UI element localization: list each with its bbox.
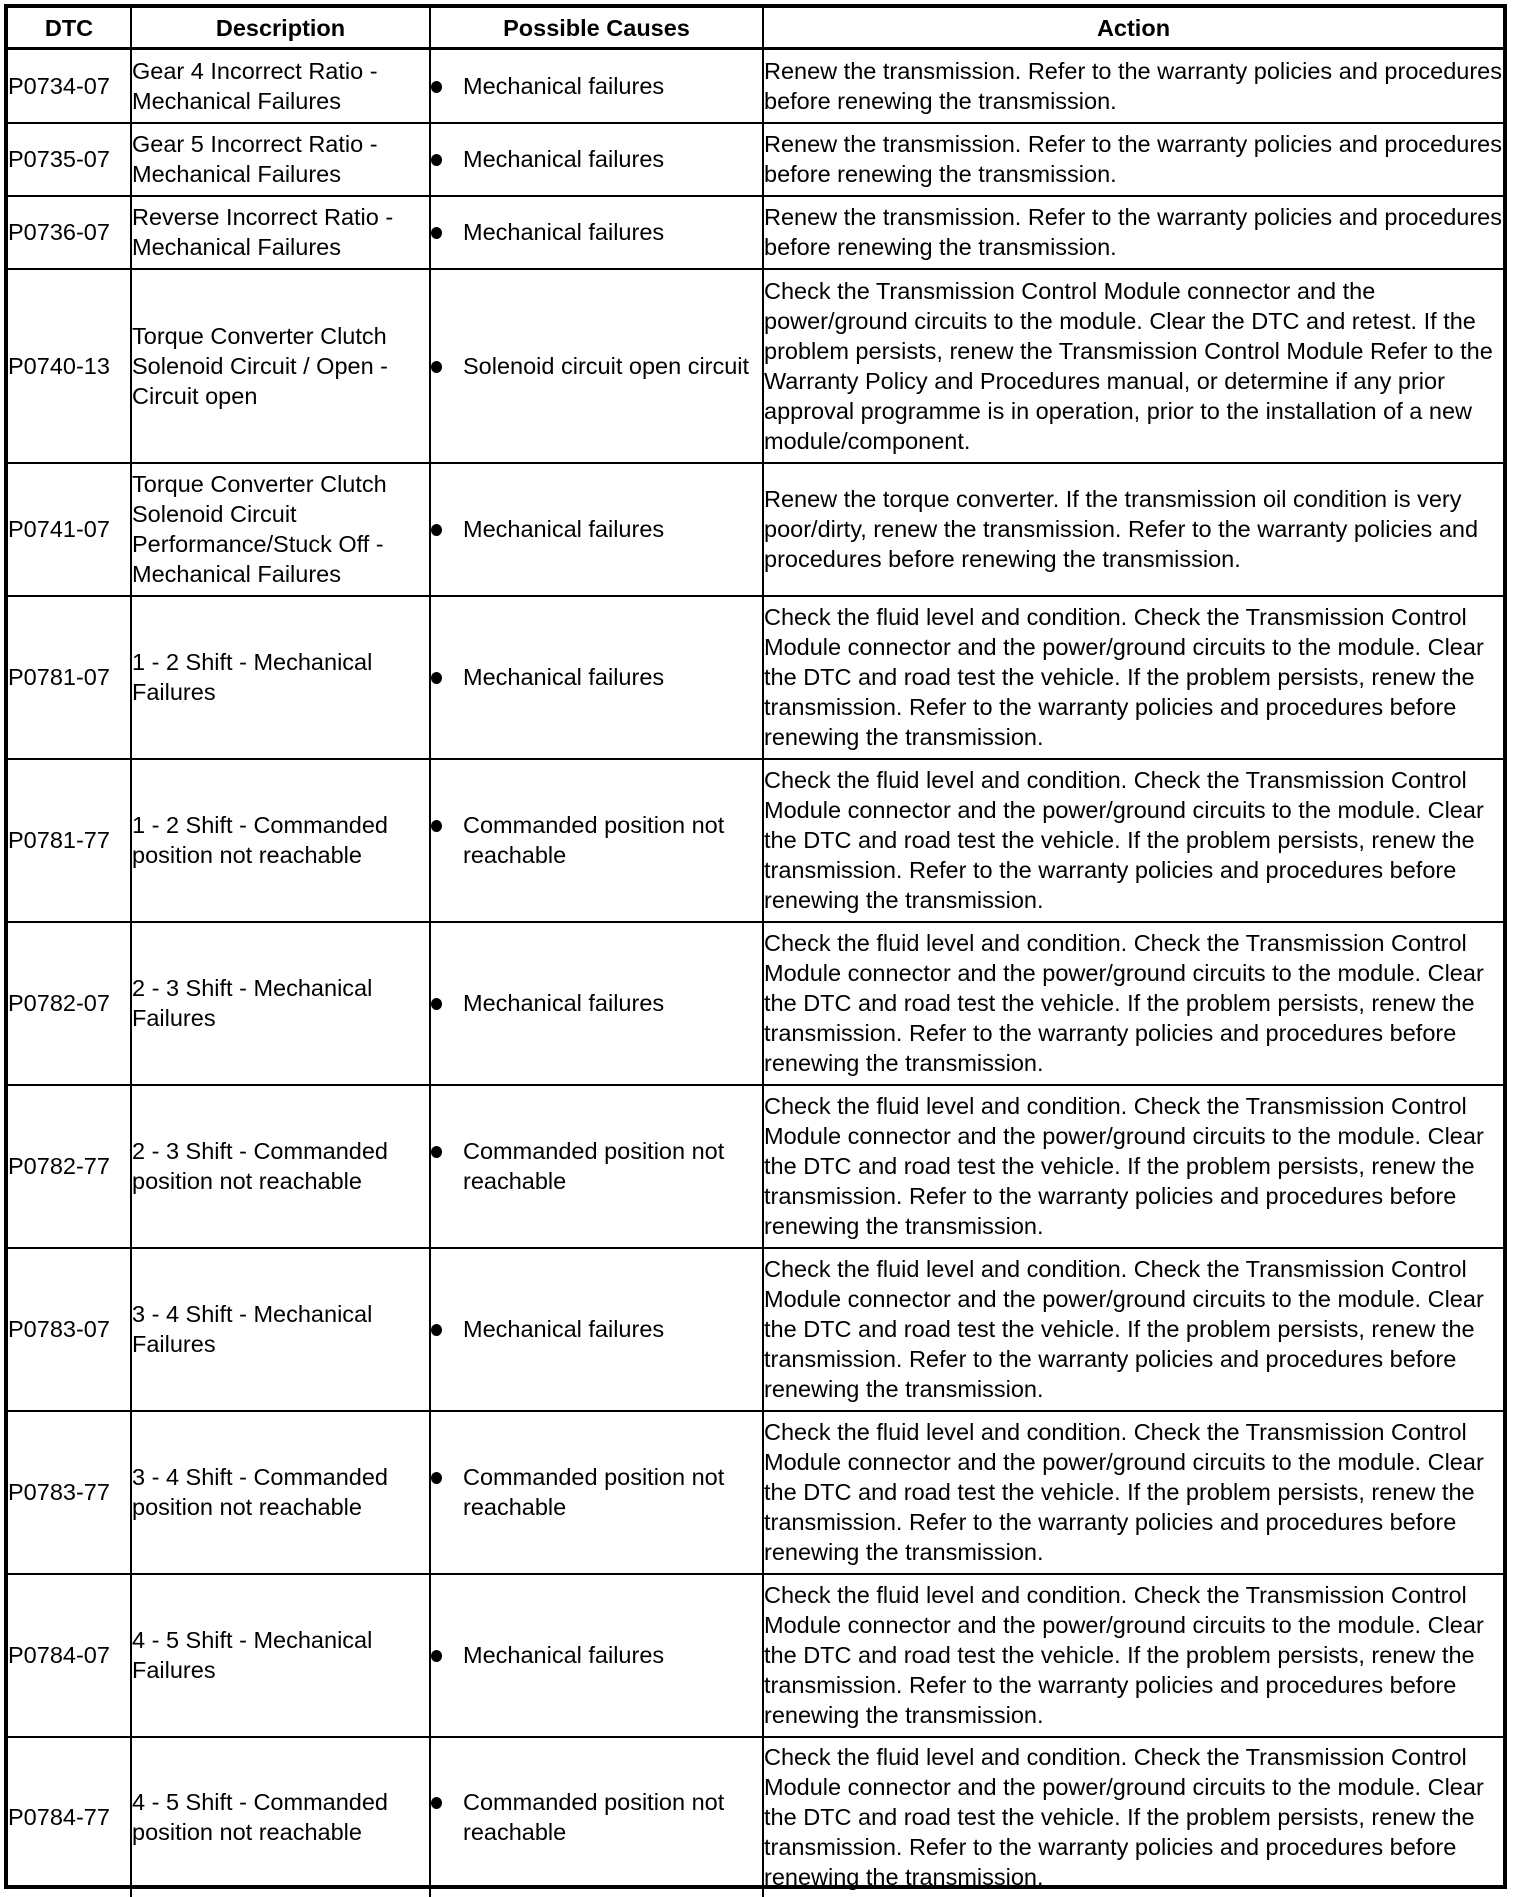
dtc-code: P0784-77 — [8, 1737, 131, 1897]
cause-list-item — [431, 1640, 762, 1670]
table-row — [8, 759, 1503, 922]
dtc-description: 4 - 5 Shift - Commanded position not reachable — [131, 1737, 430, 1897]
header-action: Action — [763, 8, 1503, 49]
dtc-code: P0735-07 — [8, 123, 131, 196]
bullet-icon — [431, 1146, 442, 1158]
dtc-code: P0740-13 — [8, 269, 131, 463]
bullet-icon — [431, 1650, 442, 1662]
action-text: Check the Transmission Control Module connector and the power/ground circuits to the module. Clear the DTC and retest. If the problem persists, renew the Transmission Control Module Refer to the Warranty Policy and Procedures manual, or determine if any prior approval programme is in operation, prior to the installation of a new module/component. — [763, 269, 1503, 463]
dtc-description: 1 - 2 Shift - Commanded position not reachable — [131, 759, 430, 922]
cause-list-item — [431, 144, 762, 174]
cause-text: Mechanical failures — [463, 1642, 665, 1668]
possible-cause — [430, 196, 763, 269]
table-row — [8, 269, 1503, 463]
action-text: Renew the transmission. Refer to the warranty policies and procedures before renewing the transmission. — [763, 49, 1503, 123]
dtc-code: P0741-07 — [8, 463, 131, 596]
bullet-icon — [431, 820, 442, 832]
bullet-icon — [431, 524, 442, 536]
cause-text: Mechanical failures — [463, 1316, 665, 1342]
cause-list-item — [431, 1136, 762, 1196]
possible-cause — [430, 1085, 763, 1248]
cause-list-item — [431, 988, 762, 1018]
dtc-code: P0782-07 — [8, 922, 131, 1085]
table-row — [8, 1248, 1503, 1411]
possible-cause — [430, 1574, 763, 1737]
table-row — [8, 463, 1503, 596]
table-row — [8, 1085, 1503, 1248]
possible-cause — [430, 49, 763, 123]
possible-cause — [430, 463, 763, 596]
cause-list-item — [431, 514, 762, 544]
action-text: Renew the transmission. Refer to the warranty policies and procedures before renewing the transmission. — [763, 123, 1503, 196]
bullet-icon — [431, 998, 442, 1010]
cause-list-item — [431, 1787, 762, 1847]
cause-text: Commanded position not reachable — [463, 1464, 725, 1520]
table-header-row — [8, 8, 1503, 49]
cause-list-item — [431, 810, 762, 870]
cause-list-item — [431, 217, 762, 247]
bullet-icon — [431, 1324, 442, 1336]
action-text: Check the fluid level and condition. Check the Transmission Control Module connector and the power/ground circuits to the module. Clear the DTC and road test the vehicle. If the problem persists, renew the transmission. Refer to the warranty policies and procedures before renewing the transmission. — [763, 1085, 1503, 1248]
header-description: Description — [131, 8, 430, 49]
possible-cause — [430, 1411, 763, 1574]
dtc-description: 3 - 4 Shift - Mechanical Failures — [131, 1248, 430, 1411]
action-text: Check the fluid level and condition. Check the Transmission Control Module connector and the power/ground circuits to the module. Clear the DTC and road test the vehicle. If the problem persists, renew the transmission. Refer to the warranty policies and procedures before renewing the transmission. — [763, 1574, 1503, 1737]
dtc-code: P0781-07 — [8, 596, 131, 759]
bullet-icon — [431, 672, 442, 684]
dtc-description: 1 - 2 Shift - Mechanical Failures — [131, 596, 430, 759]
possible-cause — [430, 269, 763, 463]
dtc-description: Torque Converter Clutch Solenoid Circuit Performance/Stuck Off - Mechanical Failures — [131, 463, 430, 596]
dtc-description: Torque Converter Clutch Solenoid Circuit / Open - Circuit open — [131, 269, 430, 463]
cause-text: Mechanical failures — [463, 516, 665, 542]
cause-text: Mechanical failures — [463, 146, 665, 172]
table-row — [8, 1574, 1503, 1737]
possible-cause — [430, 596, 763, 759]
possible-cause — [430, 922, 763, 1085]
dtc-description: Gear 5 Incorrect Ratio - Mechanical Failures — [131, 123, 430, 196]
table-row — [8, 596, 1503, 759]
dtc-code: P0782-77 — [8, 1085, 131, 1248]
bullet-icon — [431, 154, 442, 166]
table-row — [8, 1411, 1503, 1574]
table-row — [8, 49, 1503, 123]
table-row — [8, 196, 1503, 269]
action-text: Renew the torque converter. If the transmission oil condition is very poor/dirty, renew the transmission. Refer to the warranty policies and procedures before renewing the transmission. — [763, 463, 1503, 596]
action-text: Check the fluid level and condition. Check the Transmission Control Module connector and the power/ground circuits to the module. Clear the DTC and road test the vehicle. If the problem persists, renew the transmission. Refer to the warranty policies and procedures before renewing the transmission. — [763, 596, 1503, 759]
dtc-code: P0784-07 — [8, 1574, 131, 1737]
cause-list-item — [431, 1462, 762, 1522]
bullet-icon — [431, 361, 442, 373]
action-text: Check the fluid level and condition. Check the Transmission Control Module connector and the power/ground circuits to the module. Clear the DTC and road test the vehicle. If the problem persists, renew the transmission. Refer to the warranty policies and procedures before renewing the transmission. — [763, 1737, 1503, 1897]
dtc-description: 2 - 3 Shift - Commanded position not reachable — [131, 1085, 430, 1248]
dtc-code: P0736-07 — [8, 196, 131, 269]
bullet-icon — [431, 1797, 442, 1809]
possible-cause — [430, 123, 763, 196]
bullet-icon — [431, 81, 442, 93]
header-possible-causes: Possible Causes — [430, 8, 763, 49]
dtc-description: Reverse Incorrect Ratio - Mechanical Failures — [131, 196, 430, 269]
header-dtc: DTC — [8, 8, 131, 49]
dtc-description: Gear 4 Incorrect Ratio - Mechanical Failures — [131, 49, 430, 123]
cause-text: Commanded position not reachable — [463, 812, 725, 868]
possible-cause — [430, 759, 763, 922]
cause-list-item — [431, 662, 762, 692]
dtc-code: P0781-77 — [8, 759, 131, 922]
cause-text: Mechanical failures — [463, 990, 665, 1016]
action-text: Check the fluid level and condition. Check the Transmission Control Module connector and the power/ground circuits to the module. Clear the DTC and road test the vehicle. If the problem persists, renew the transmission. Refer to the warranty policies and procedures before renewing the transmission. — [763, 922, 1503, 1085]
cause-text: Mechanical failures — [463, 664, 665, 690]
cause-text: Solenoid circuit open circuit — [463, 352, 750, 379]
cause-list-item — [431, 71, 762, 101]
bullet-icon — [431, 1472, 442, 1484]
possible-cause — [430, 1248, 763, 1411]
dtc-table — [8, 8, 1503, 1897]
action-text: Renew the transmission. Refer to the warranty policies and procedures before renewing the transmission. — [763, 196, 1503, 269]
cause-list-item — [431, 1314, 762, 1344]
table-row — [8, 922, 1503, 1085]
cause-text: Mechanical failures — [463, 219, 665, 245]
dtc-description: 4 - 5 Shift - Mechanical Failures — [131, 1574, 430, 1737]
action-text: Check the fluid level and condition. Check the Transmission Control Module connector and the power/ground circuits to the module. Clear the DTC and road test the vehicle. If the problem persists, renew the transmission. Refer to the warranty policies and procedures before renewing the transmission. — [763, 759, 1503, 922]
dtc-code: P0783-07 — [8, 1248, 131, 1411]
action-text: Check the fluid level and condition. Check the Transmission Control Module connector and the power/ground circuits to the module. Clear the DTC and road test the vehicle. If the problem persists, renew the transmission. Refer to the warranty policies and procedures before renewing the transmission. — [763, 1411, 1503, 1574]
dtc-code: P0734-07 — [8, 49, 131, 123]
cause-text: Mechanical failures — [463, 72, 665, 99]
action-text: Check the fluid level and condition. Check the Transmission Control Module connector and the power/ground circuits to the module. Clear the DTC and road test the vehicle. If the problem persists, renew the transmission. Refer to the warranty policies and procedures before renewing the transmission. — [763, 1248, 1503, 1411]
possible-cause — [430, 1737, 763, 1897]
dtc-description: 3 - 4 Shift - Commanded position not reachable — [131, 1411, 430, 1574]
bullet-icon — [431, 227, 442, 239]
cause-list-item — [431, 351, 762, 381]
cause-text: Commanded position not reachable — [463, 1138, 725, 1194]
table-row — [8, 123, 1503, 196]
table-row — [8, 1737, 1503, 1897]
dtc-code: P0783-77 — [8, 1411, 131, 1574]
dtc-table-container — [4, 4, 1507, 1889]
cause-text: Commanded position not reachable — [463, 1789, 725, 1845]
dtc-description: 2 - 3 Shift - Mechanical Failures — [131, 922, 430, 1085]
